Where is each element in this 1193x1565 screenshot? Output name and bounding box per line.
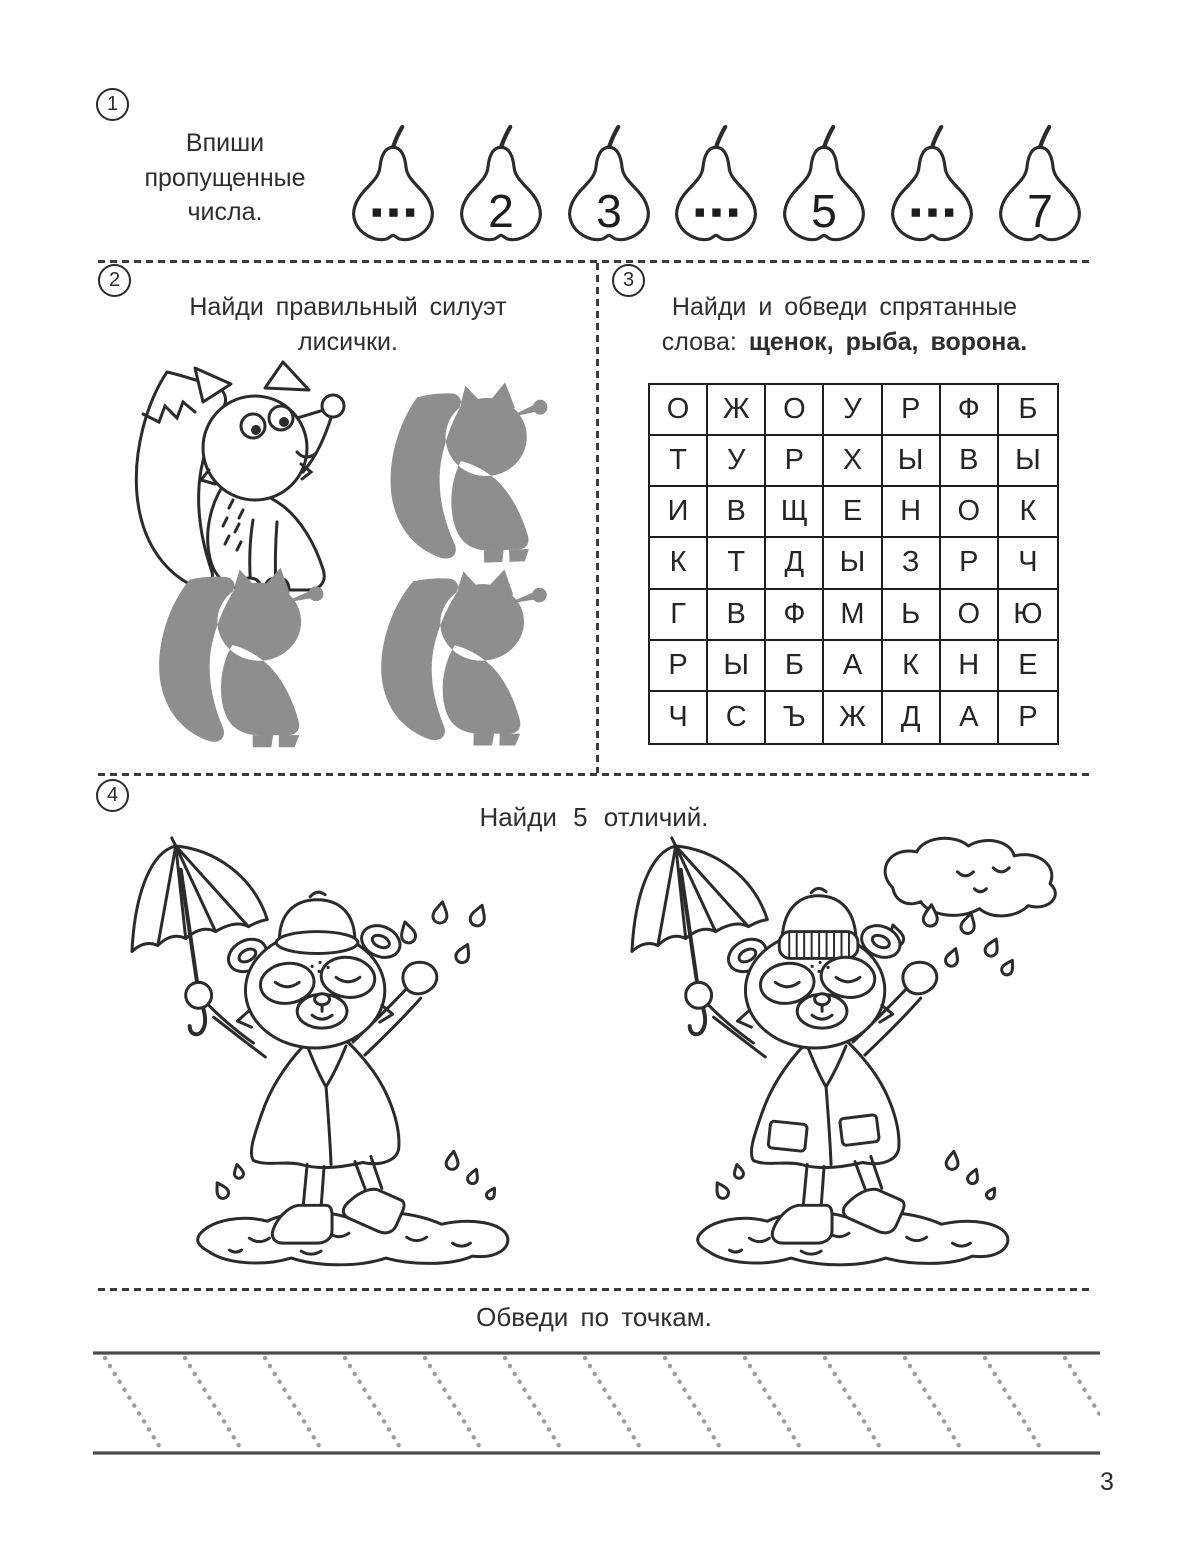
letter-cell: У	[824, 385, 882, 436]
pear-row	[343, 118, 1090, 263]
svg-text:3: 3	[595, 184, 622, 237]
fox-silhouette-1	[368, 380, 560, 571]
letter-cell: Д	[883, 692, 941, 743]
letter-cell: Д	[766, 538, 824, 589]
letter-cell: У	[708, 436, 766, 487]
pear	[666, 118, 766, 260]
svg-text:7: 7	[1027, 184, 1053, 237]
raccoon-scene-left	[102, 836, 580, 1274]
fox-silhouette-2	[140, 564, 332, 755]
letter-cell: Т	[650, 436, 708, 487]
letter-cell: М	[824, 590, 882, 641]
letter-cell: Е	[999, 641, 1057, 692]
letter-cell: Ъ	[766, 692, 824, 743]
separator-middle	[98, 773, 1090, 776]
letter-cell: Ы	[999, 436, 1057, 487]
letter-cell: А	[941, 692, 999, 743]
letter-cell: Р	[766, 436, 824, 487]
letter-cell: Ч	[650, 692, 708, 743]
task5-instruction: Обведи по точкам.	[476, 1302, 712, 1332]
letter-cell: К	[883, 641, 941, 692]
pear	[451, 118, 551, 260]
task1-badge: 1	[96, 88, 129, 121]
pear	[882, 118, 982, 260]
letter-cell: В	[941, 436, 999, 487]
letter-cell: О	[941, 590, 999, 641]
scene-right	[602, 836, 1080, 1279]
letter-cell: Х	[824, 436, 882, 487]
letter-cell: Ж	[824, 692, 882, 743]
letter-cell: Н	[941, 641, 999, 692]
letter-cell: Ы	[883, 436, 941, 487]
task4-instruction: Найди 5 отличий.	[479, 802, 709, 832]
raccoon-scene-right	[602, 836, 1080, 1274]
letter-cell: О	[941, 487, 999, 538]
letter-cell: Г	[650, 590, 708, 641]
page-number: 3	[1100, 1468, 1114, 1496]
letter-cell: Р	[883, 385, 941, 436]
letter-cell: Ы	[824, 538, 882, 589]
task3-instruction-words: щенок, рыба, ворона.	[748, 327, 1028, 356]
pear	[774, 118, 874, 260]
task3-instruction: Найди и обведи спрятанные слова: щенок, рыба, ворона.	[661, 293, 1028, 356]
letter-cell: Ю	[999, 590, 1057, 641]
letter-cell: С	[708, 692, 766, 743]
letter-cell: Р	[1018, 700, 1038, 733]
letter-grid	[648, 383, 1059, 745]
letter-cell: Р	[941, 538, 999, 589]
task2-badge: 2	[98, 264, 131, 297]
letter-cell: Е	[824, 487, 882, 538]
letter-cell: Б	[766, 641, 824, 692]
letter-cell: Т	[708, 538, 766, 589]
letter-cell: Ы	[708, 641, 766, 692]
separator-bottom	[98, 1288, 1090, 1291]
fox-silhouette-3	[362, 564, 554, 755]
letter-cell: Ь	[883, 590, 941, 641]
letter-cell: К	[999, 487, 1057, 538]
letter-cell: В	[708, 590, 766, 641]
scene-left	[102, 836, 580, 1279]
letter-cell: Н	[883, 487, 941, 538]
pear	[343, 118, 443, 260]
letter-cell: А	[824, 641, 882, 692]
letter-cell: Ж	[708, 385, 766, 436]
letter-cell: Щ	[766, 487, 824, 538]
svg-text:2: 2	[487, 184, 514, 237]
letter-cell: И	[650, 487, 708, 538]
letter-cell: О	[766, 385, 824, 436]
pear	[559, 118, 659, 260]
task3-badge: 3	[612, 264, 645, 297]
letter-cell: О	[650, 385, 708, 436]
letter-cell: Б	[999, 385, 1057, 436]
task4-badge: 4	[96, 779, 129, 812]
task2-instruction: Найди правильный силуэт лисички.	[189, 293, 507, 356]
letter-cell: Ч	[999, 538, 1057, 589]
letter-cell: К	[650, 538, 708, 589]
tracing-area	[93, 1350, 1100, 1461]
task3-instruction-normal: слова:	[661, 327, 737, 356]
letter-cell: З	[883, 538, 941, 589]
letter-cell: Ф	[941, 385, 999, 436]
letter-cell: Ф	[766, 590, 824, 641]
letter-cell: В	[708, 487, 766, 538]
pear	[990, 118, 1090, 260]
svg-text:5: 5	[811, 184, 838, 237]
letter-cell: Р	[650, 641, 708, 692]
task1-instruction: Впиши пропущенные числа.	[144, 129, 306, 226]
